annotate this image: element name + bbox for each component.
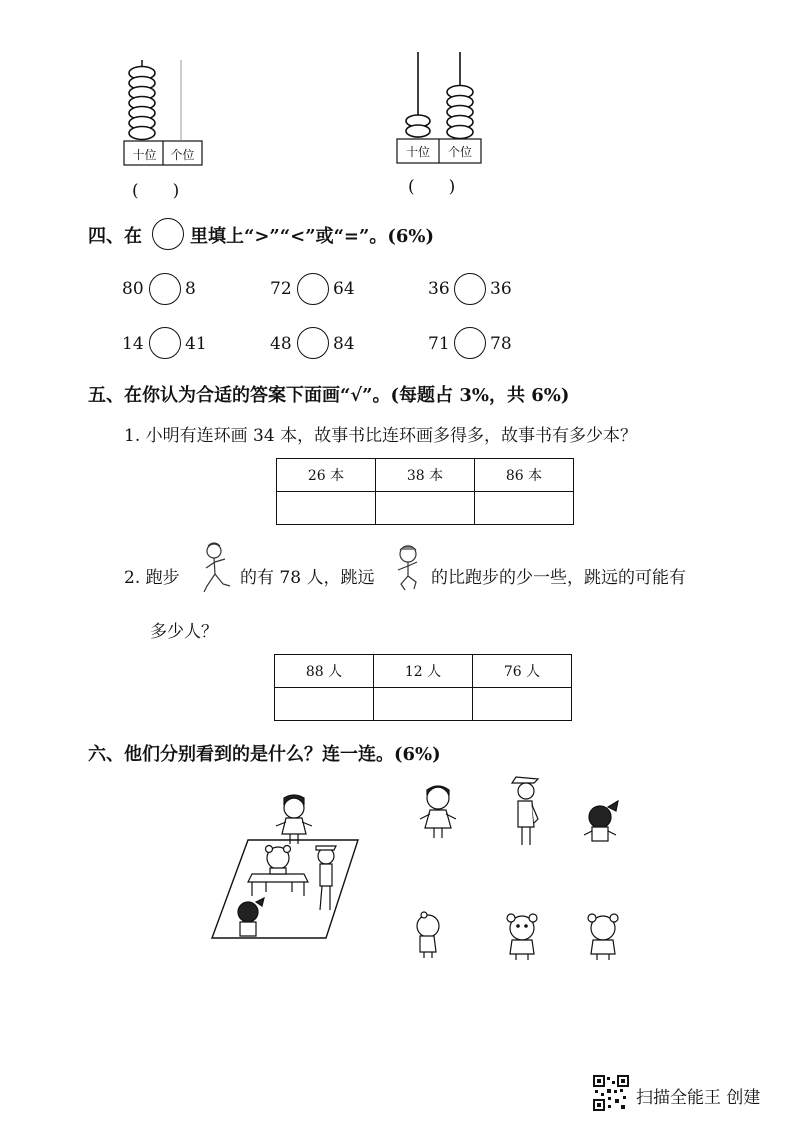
ones-label: 个位 xyxy=(447,145,472,159)
compare-circle[interactable] xyxy=(297,327,329,359)
check-cell[interactable] xyxy=(473,688,572,721)
girl-figure xyxy=(276,795,312,844)
section-6-title: 六、他们分别看到的是什么？连一连。(6%) xyxy=(88,744,441,765)
scene-illustration xyxy=(208,790,368,950)
option-cell: 76 人 xyxy=(473,655,572,688)
compare-right: 41 xyxy=(185,334,207,354)
answer-blank[interactable]: ( ) xyxy=(132,181,180,201)
boy-side-view[interactable] xyxy=(504,773,548,847)
abacus-1-beads xyxy=(129,67,155,140)
compare-circle[interactable] xyxy=(149,273,181,305)
running-child-icon xyxy=(196,540,236,598)
check-cell[interactable] xyxy=(374,688,473,721)
question-1-text: 1. 小明有连环画 34 本，故事书比连环画多得多，故事书有多少本？ xyxy=(124,426,638,446)
compare-right: 36 xyxy=(490,279,512,299)
section-4-title-a: 四、在 xyxy=(88,226,142,247)
child-back-view[interactable] xyxy=(578,797,628,845)
option-cell: 26 本 xyxy=(277,459,376,492)
check-cell[interactable] xyxy=(275,688,374,721)
section-4-title-b: 里填上“>”“<”或“=”。(6%) xyxy=(190,226,435,247)
tens-label: 十位 xyxy=(132,148,157,162)
bear-side-view[interactable] xyxy=(412,910,446,960)
jumping-child-icon xyxy=(388,542,428,594)
qr-code-icon xyxy=(593,1075,629,1111)
option-cell: 86 本 xyxy=(475,459,574,492)
compare-right: 64 xyxy=(333,279,355,299)
question-2-text-a: 2. 跑步 xyxy=(124,568,180,588)
compare-right: 84 xyxy=(333,334,355,354)
question-2-text-b: 的有 78 人，跳远 xyxy=(240,568,375,588)
option-cell: 38 本 xyxy=(376,459,475,492)
compare-left: 36 xyxy=(428,279,450,299)
compare-right: 78 xyxy=(490,334,512,354)
bear-back-view[interactable] xyxy=(583,912,623,962)
compare-circle[interactable] xyxy=(454,273,486,305)
compare-circle[interactable] xyxy=(297,273,329,305)
circle-icon xyxy=(152,218,184,250)
compare-left: 72 xyxy=(270,279,292,299)
scanner-label: 扫描全能王 创建 xyxy=(636,1088,761,1108)
tens-label: 十位 xyxy=(405,145,430,159)
section-5-title: 五、在你认为合适的答案下面画“√”。(每题占 3%，共 6%) xyxy=(88,385,570,406)
bear-front-view[interactable] xyxy=(500,912,544,962)
option-cell: 88 人 xyxy=(275,655,374,688)
compare-circle[interactable] xyxy=(454,327,486,359)
check-cell[interactable] xyxy=(277,492,376,525)
check-cell[interactable] xyxy=(376,492,475,525)
question-2-text-d: 多少人？ xyxy=(150,622,218,642)
compare-circle[interactable] xyxy=(149,327,181,359)
answer-table-1 xyxy=(276,458,574,525)
ones-label: 个位 xyxy=(170,148,195,162)
compare-left: 48 xyxy=(270,334,292,354)
question-2-text-c: 的比跑步的少一些，跳远的可能有 xyxy=(431,568,686,588)
check-cell[interactable] xyxy=(475,492,574,525)
girl-front-view[interactable] xyxy=(416,782,460,842)
compare-left: 14 xyxy=(122,334,144,354)
compare-left: 80 xyxy=(122,279,144,299)
compare-left: 71 xyxy=(428,334,450,354)
answer-blank[interactable]: ( ) xyxy=(408,177,456,197)
answer-table-2 xyxy=(274,654,572,721)
compare-right: 8 xyxy=(185,279,196,299)
option-cell: 12 人 xyxy=(374,655,473,688)
